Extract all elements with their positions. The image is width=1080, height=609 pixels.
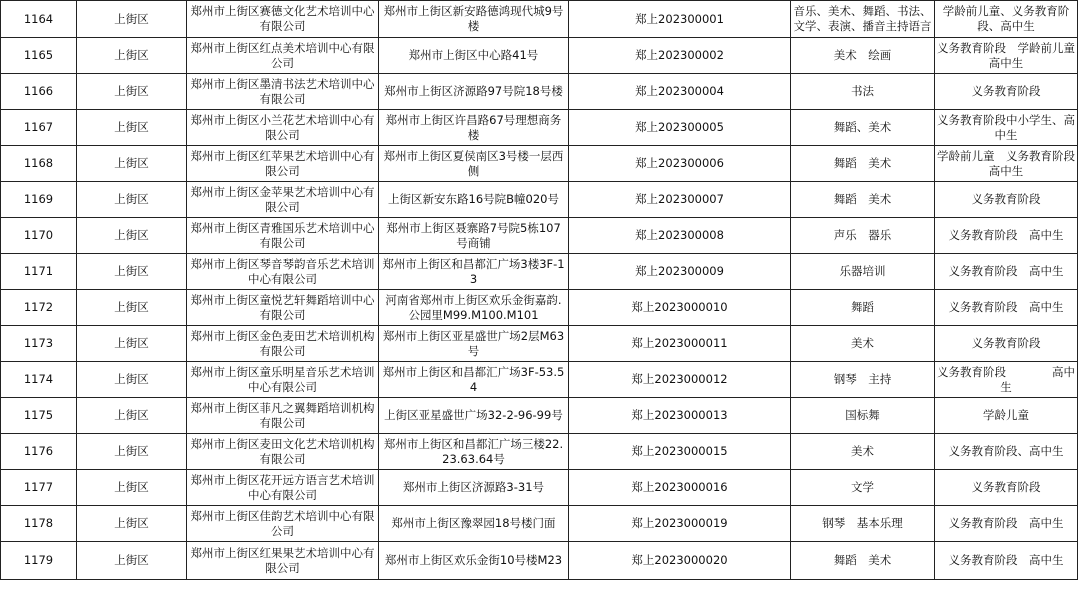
subjects-cell[interactable]: 书法 [791,74,935,110]
subjects-cell[interactable]: 音乐、美术、舞蹈、书法、文学、表演、播音主持语言 [791,1,935,38]
institution-name-cell[interactable]: 郑州市上街区金苹果艺术培训中心有限公司 [187,182,379,218]
address-cell[interactable]: 上街区新安东路16号院B幢020号 [379,182,569,218]
address-cell[interactable]: 郑州市上街区和昌都汇广场3F-53.54 [379,362,569,398]
address-cell[interactable]: 郑州市上街区新安路德鸿现代城9号楼 [379,1,569,38]
institution-name-cell[interactable]: 郑州市上街区赛德文化艺术培训中心有限公司 [187,1,379,38]
institution-name-cell[interactable]: 郑州市上街区麦田文化艺术培训机构有限公司 [187,434,379,470]
target-students-cell[interactable]: 义务教育阶段 高中生 [935,362,1078,398]
target-students-cell[interactable]: 义务教育阶段 高中生 [935,218,1078,254]
address-cell[interactable]: 上街区亚星盛世广场32-2-96-99号 [379,398,569,434]
subjects-cell[interactable]: 舞蹈 美术 [791,146,935,182]
address-cell[interactable]: 郑州市上街区豫翠园18号楼门面 [379,506,569,542]
row-number-cell[interactable]: 1178 [1,506,77,542]
row-number-cell[interactable]: 1165 [1,38,77,74]
district-cell[interactable]: 上街区 [77,470,187,506]
district-cell[interactable]: 上街区 [77,38,187,74]
license-number-cell[interactable]: 郑上202300002 [569,38,791,74]
institution-name-cell[interactable]: 郑州市上街区琴音琴韵音乐艺术培训中心有限公司 [187,254,379,290]
district-cell[interactable]: 上街区 [77,506,187,542]
license-number-cell[interactable]: 郑上2023000019 [569,506,791,542]
institution-name-cell[interactable]: 郑州市上街区佳韵艺术培训中心有限公司 [187,506,379,542]
table-row [1,434,1078,470]
license-number-cell[interactable]: 郑上202300001 [569,1,791,38]
target-students-cell[interactable]: 义务教育阶段 学龄前儿童 高中生 [935,38,1078,74]
table-row [1,542,1078,580]
subjects-cell[interactable]: 钢琴 基本乐理 [791,506,935,542]
target-students-cell[interactable]: 学龄儿童 [935,398,1078,434]
address-cell[interactable]: 郑州市上街区许昌路67号理想商务楼 [379,110,569,146]
table-row [1,470,1078,506]
row-number-cell[interactable]: 1166 [1,74,77,110]
target-students-cell[interactable]: 义务教育阶段 高中生 [935,290,1078,326]
table-row [1,218,1078,254]
row-number-cell[interactable]: 1170 [1,218,77,254]
target-students-cell[interactable]: 义务教育阶段 [935,182,1078,218]
row-number-cell[interactable]: 1164 [1,1,77,38]
table-row [1,1,1078,38]
license-number-cell[interactable]: 郑上2023000010 [569,290,791,326]
license-number-cell[interactable]: 郑上202300009 [569,254,791,290]
institution-name-cell[interactable]: 郑州市上街区红苹果艺术培训中心有限公司 [187,146,379,182]
institution-name-cell[interactable]: 郑州市上街区红点美术培训中心有限公司 [187,38,379,74]
district-cell[interactable]: 上街区 [77,218,187,254]
license-number-cell[interactable]: 郑上2023000015 [569,434,791,470]
table-body [1,1,1078,580]
target-students-cell[interactable]: 义务教育阶段 高中生 [935,506,1078,542]
district-cell[interactable]: 上街区 [77,146,187,182]
subjects-cell[interactable]: 美术 绘画 [791,38,935,74]
row-number-cell[interactable]: 1171 [1,254,77,290]
address-cell[interactable]: 郑州市上街区和昌都汇广场三楼22.23.63.64号 [379,434,569,470]
district-cell[interactable]: 上街区 [77,362,187,398]
institution-name-cell[interactable]: 郑州市上街区花开远方语言艺术培训中心有限公司 [187,470,379,506]
row-number-cell[interactable]: 1169 [1,182,77,218]
table-row [1,38,1078,74]
district-cell[interactable]: 上街区 [77,1,187,38]
table-row [1,290,1078,326]
district-cell[interactable]: 上街区 [77,290,187,326]
district-cell[interactable]: 上街区 [77,74,187,110]
institution-name-cell[interactable]: 郑州市上街区青雅国乐艺术培训中心有限公司 [187,218,379,254]
target-students-cell[interactable]: 义务教育阶段 高中生 [935,254,1078,290]
table-row [1,254,1078,290]
institution-name-cell[interactable]: 郑州市上街区小兰花艺术培训中心有限公司 [187,110,379,146]
target-students-cell[interactable]: 学龄前儿童、义务教育阶段、高中生 [935,1,1078,38]
row-number-cell[interactable]: 1177 [1,470,77,506]
district-cell[interactable]: 上街区 [77,398,187,434]
subjects-cell[interactable]: 舞蹈 美术 [791,542,935,580]
address-cell[interactable]: 郑州市上街区济源路3-31号 [379,470,569,506]
license-number-cell[interactable]: 郑上2023000016 [569,470,791,506]
district-cell[interactable]: 上街区 [77,182,187,218]
institution-name-cell[interactable]: 郑州市上街区墨清书法艺术培训中心有限公司 [187,74,379,110]
subjects-cell[interactable]: 国标舞 [791,398,935,434]
table-row [1,398,1078,434]
license-number-cell[interactable]: 郑上2023000013 [569,398,791,434]
table-row [1,326,1078,362]
address-cell[interactable]: 郑州市上街区和昌都汇广场3楼3F-13 [379,254,569,290]
subjects-cell[interactable]: 乐器培训 [791,254,935,290]
subjects-cell[interactable]: 钢琴 主持 [791,362,935,398]
institution-name-cell[interactable]: 郑州市上街区菲凡之翼舞蹈培训机构有限公司 [187,398,379,434]
row-number-cell[interactable]: 1172 [1,290,77,326]
row-number-cell[interactable]: 1168 [1,146,77,182]
institution-name-cell[interactable]: 郑州市上街区红果果艺术培训中心有限公司 [187,542,379,580]
license-number-cell[interactable]: 郑上202300004 [569,74,791,110]
license-number-cell[interactable]: 郑上202300005 [569,110,791,146]
license-number-cell[interactable]: 郑上202300006 [569,146,791,182]
address-cell[interactable]: 郑州市上街区聂寨路7号院5栋107号商铺 [379,218,569,254]
institution-name-cell[interactable]: 郑州市上街区童悦艺轩舞蹈培训中心有限公司 [187,290,379,326]
target-students-cell[interactable]: 义务教育阶段 [935,326,1078,362]
subjects-cell[interactable]: 文学 [791,470,935,506]
district-cell[interactable]: 上街区 [77,254,187,290]
district-cell[interactable]: 上街区 [77,110,187,146]
address-cell[interactable]: 郑州市上街区中心路41号 [379,38,569,74]
table-row [1,110,1078,146]
subjects-cell[interactable]: 舞蹈 美术 [791,182,935,218]
row-number-cell[interactable]: 1175 [1,398,77,434]
target-students-cell[interactable]: 义务教育阶段 高中生 [935,542,1078,580]
row-number-cell[interactable]: 1179 [1,542,77,580]
district-cell[interactable]: 上街区 [77,542,187,580]
address-cell[interactable]: 郑州市上街区济源路97号院18号楼 [379,74,569,110]
address-cell[interactable]: 郑州市上街区夏侯南区3号楼一层西侧 [379,146,569,182]
target-students-cell[interactable]: 义务教育阶段 [935,74,1078,110]
table-row [1,362,1078,398]
institution-name-cell[interactable]: 郑州市上街区童乐明星音乐艺术培训中心有限公司 [187,362,379,398]
row-number-cell[interactable]: 1173 [1,326,77,362]
address-cell[interactable]: 河南省郑州市上街区欢乐金街嘉韵.公园里M99.M100.M101 [379,290,569,326]
table-row [1,506,1078,542]
address-cell[interactable]: 郑州市上街区欢乐金街10号楼M23 [379,542,569,580]
target-students-cell[interactable]: 学龄前儿童 义务教育阶段 高中生 [935,146,1078,182]
subjects-cell[interactable]: 美术 [791,326,935,362]
table-row [1,146,1078,182]
target-students-cell[interactable]: 义务教育阶段中小学生、高中生 [935,110,1078,146]
license-number-cell[interactable]: 郑上202300007 [569,182,791,218]
row-number-cell[interactable]: 1174 [1,362,77,398]
subjects-cell[interactable]: 舞蹈 [791,290,935,326]
license-number-cell[interactable]: 郑上2023000011 [569,326,791,362]
license-number-cell[interactable]: 郑上2023000012 [569,362,791,398]
address-cell[interactable]: 郑州市上街区亚星盛世广场2层M63号 [379,326,569,362]
row-number-cell[interactable]: 1176 [1,434,77,470]
row-number-cell[interactable]: 1167 [1,110,77,146]
institution-name-cell[interactable]: 郑州市上街区金色麦田艺术培训机构有限公司 [187,326,379,362]
district-cell[interactable]: 上街区 [77,326,187,362]
table-row [1,74,1078,110]
subjects-cell[interactable]: 美术 [791,434,935,470]
table-row [1,182,1078,218]
target-students-cell[interactable]: 义务教育阶段 [935,470,1078,506]
license-number-cell[interactable]: 郑上202300008 [569,218,791,254]
license-number-cell[interactable]: 郑上2023000020 [569,542,791,580]
district-cell[interactable]: 上街区 [77,434,187,470]
subjects-cell[interactable]: 舞蹈、美术 [791,110,935,146]
target-students-cell[interactable]: 义务教育阶段、高中生 [935,434,1078,470]
subjects-cell[interactable]: 声乐 器乐 [791,218,935,254]
